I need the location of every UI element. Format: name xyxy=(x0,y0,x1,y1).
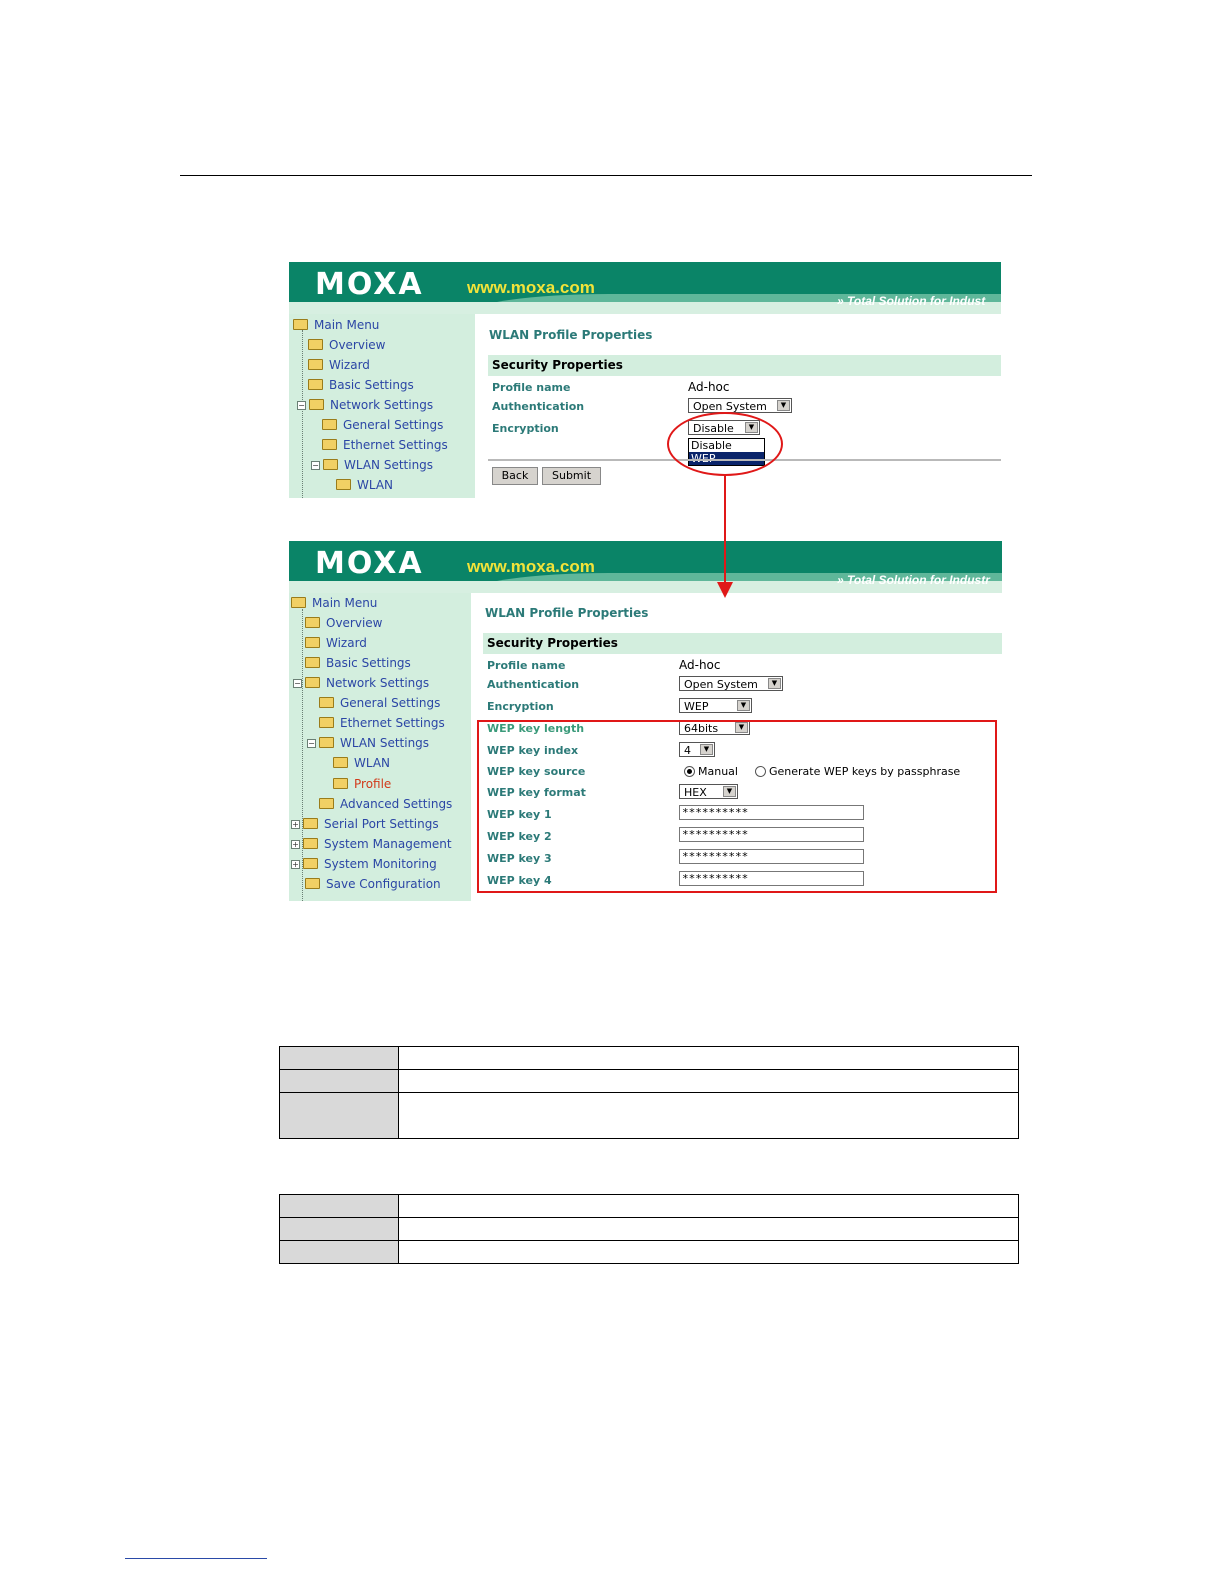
folder-icon xyxy=(333,778,348,789)
sidebar-item-wlan-settings[interactable]: − WLAN Settings xyxy=(308,736,430,750)
sidebar-item-wlan[interactable]: WLAN xyxy=(336,478,393,492)
moxa-url[interactable]: www.moxa.com xyxy=(467,557,595,576)
folder-icon xyxy=(308,379,323,390)
collapse-icon[interactable]: − xyxy=(294,679,301,688)
table-cell xyxy=(399,1241,1019,1264)
wep-key-4-input[interactable]: ********** xyxy=(679,871,864,886)
profile-name-label: Profile name xyxy=(487,659,566,672)
folder-icon xyxy=(303,858,318,869)
encryption-select[interactable]: WEP ▼ xyxy=(679,698,752,713)
wep-key-3-label: WEP key 3 xyxy=(487,852,552,865)
wep-key-index-label: WEP key index xyxy=(487,744,579,757)
sidebar-item-advanced-settings[interactable]: Advanced Settings xyxy=(319,797,452,811)
folder-icon xyxy=(322,419,337,430)
expand-icon[interactable]: + xyxy=(292,820,299,829)
sidebar-item-main-menu[interactable]: Main Menu xyxy=(291,596,377,610)
wep-key-source-label: WEP key source xyxy=(487,765,586,778)
folder-icon xyxy=(336,479,351,490)
expand-icon[interactable]: + xyxy=(292,860,299,869)
sidebar-item-overview[interactable]: Overview xyxy=(305,616,383,630)
table-cell xyxy=(399,1070,1019,1093)
folder-icon xyxy=(305,637,320,648)
authentication-select[interactable]: Open System ▼ xyxy=(688,398,792,413)
sidebar-menu xyxy=(289,593,471,901)
folder-icon xyxy=(309,399,324,410)
table-cell xyxy=(399,1093,1019,1139)
sidebar-item-save-configuration[interactable]: Save Configuration xyxy=(305,877,441,891)
sidebar-item-ethernet-settings[interactable]: Ethernet Settings xyxy=(319,716,445,730)
wep-key-format-label: WEP key format xyxy=(487,786,586,799)
moxa-banner xyxy=(289,541,1002,593)
collapse-icon[interactable]: − xyxy=(312,461,319,470)
folder-icon xyxy=(303,838,318,849)
wep-key-1-input[interactable]: ********** xyxy=(679,805,864,820)
wep-key-3-input[interactable]: ********** xyxy=(679,849,864,864)
folder-icon xyxy=(305,677,320,688)
sidebar-item-wizard[interactable]: Wizard xyxy=(308,358,370,372)
sidebar-item-general-settings[interactable]: General Settings xyxy=(319,696,440,710)
moxa-url[interactable]: www.moxa.com xyxy=(467,278,595,297)
table-cell xyxy=(280,1047,399,1070)
arrow-down-icon xyxy=(717,582,733,598)
sidebar-item-basic-settings[interactable]: Basic Settings xyxy=(308,378,414,392)
sidebar-item-network-settings[interactable]: − Network Settings xyxy=(298,398,434,412)
sidebar-item-main-menu[interactable]: Main Menu xyxy=(293,318,379,332)
folder-icon xyxy=(308,339,323,350)
sidebar-item-profile[interactable]: Profile xyxy=(333,777,391,791)
passphrase-radio[interactable]: Generate WEP keys by passphrase xyxy=(755,765,960,778)
chevron-down-icon[interactable]: ▼ xyxy=(737,700,750,711)
authentication-label: Authentication xyxy=(487,678,580,691)
folder-icon xyxy=(319,717,334,728)
page-title: WLAN Profile Properties xyxy=(489,328,653,342)
folder-icon xyxy=(319,697,334,708)
footer-link-underline xyxy=(125,1558,267,1559)
folder-icon xyxy=(293,319,308,330)
sidebar-item-wizard[interactable]: Wizard xyxy=(305,636,367,650)
collapse-icon[interactable]: − xyxy=(308,739,315,748)
chevron-down-icon[interactable]: ▼ xyxy=(777,400,790,411)
wep-key-index-select[interactable]: 4 ▼ xyxy=(679,742,715,757)
folder-icon xyxy=(291,597,306,608)
wep-key-2-label: WEP key 2 xyxy=(487,830,552,843)
section-header: Security Properties xyxy=(483,633,1002,654)
folder-icon xyxy=(305,617,320,628)
sidebar-item-basic-settings[interactable]: Basic Settings xyxy=(305,656,411,670)
chevron-down-icon[interactable]: ▼ xyxy=(735,722,748,733)
wep-key-length-label: WEP key length xyxy=(487,722,585,735)
page-title: WLAN Profile Properties xyxy=(485,606,649,620)
moxa-logo: MOXA xyxy=(315,267,424,302)
profile-name-value: Ad-hoc xyxy=(679,658,721,672)
authentication-label: Authentication xyxy=(492,400,585,413)
encryption-label: Encryption xyxy=(487,700,554,713)
parameter-table-2 xyxy=(279,1194,1019,1264)
sidebar-item-overview[interactable]: Overview xyxy=(308,338,386,352)
table-cell xyxy=(399,1218,1019,1241)
chevron-down-icon[interactable]: ▼ xyxy=(700,744,713,755)
encryption-select[interactable]: Disable ▼ xyxy=(688,420,760,435)
sidebar-item-general-settings[interactable]: General Settings xyxy=(322,418,443,432)
folder-icon xyxy=(303,818,318,829)
sidebar-menu xyxy=(289,314,475,498)
expand-icon[interactable]: + xyxy=(292,840,299,849)
section-header: Security Properties xyxy=(488,355,1001,376)
wep-key-2-input[interactable]: ********** xyxy=(679,827,864,842)
sidebar-item-system-management[interactable]: + System Management xyxy=(292,837,452,851)
encryption-label: Encryption xyxy=(492,422,559,435)
dropdown-option-disable[interactable]: Disable xyxy=(691,439,732,452)
table-cell xyxy=(399,1047,1019,1070)
parameter-table-1 xyxy=(279,1046,1019,1139)
header-rule xyxy=(180,175,1032,176)
sidebar-item-network-settings[interactable]: − Network Settings xyxy=(294,676,430,690)
table-cell xyxy=(280,1218,399,1241)
tagline: » Total Solution for Indust xyxy=(837,294,986,308)
tagline: » Total Solution for Industr xyxy=(837,573,990,587)
profile-name-value: Ad-hoc xyxy=(688,380,730,394)
screenshot-encryption-dropdown xyxy=(289,262,1001,498)
table-cell xyxy=(280,1195,399,1218)
submit-button[interactable]: Submit xyxy=(542,467,601,485)
sidebar-item-wlan-settings[interactable]: − WLAN Settings xyxy=(312,458,434,472)
moxa-banner xyxy=(289,262,1001,314)
wep-key-1-label: WEP key 1 xyxy=(487,808,552,821)
moxa-logo: MOXA xyxy=(315,546,424,581)
authentication-select[interactable]: Open System ▼ xyxy=(679,676,783,691)
sidebar-item-ethernet-settings[interactable]: Ethernet Settings xyxy=(322,438,448,452)
folder-icon xyxy=(305,657,320,668)
folder-icon xyxy=(322,439,337,450)
folder-icon xyxy=(308,359,323,370)
folder-icon xyxy=(305,878,320,889)
sidebar-item-serial-port-settings[interactable]: + Serial Port Settings xyxy=(292,817,439,831)
wep-key-4-label: WEP key 4 xyxy=(487,874,552,887)
wep-key-format-select[interactable]: HEX ▼ xyxy=(679,784,738,799)
folder-icon xyxy=(333,757,348,768)
table-cell xyxy=(280,1241,399,1264)
sidebar-item-system-monitoring[interactable]: + System Monitoring xyxy=(292,857,437,871)
wep-key-length-select[interactable]: 64bits ▼ xyxy=(679,720,750,735)
folder-icon xyxy=(323,459,338,470)
collapse-icon[interactable]: − xyxy=(298,401,305,410)
chevron-down-icon[interactable]: ▼ xyxy=(745,422,758,433)
sidebar-item-wlan[interactable]: WLAN xyxy=(333,756,390,770)
highlight-box xyxy=(477,720,997,893)
callout-arrow-line xyxy=(724,474,726,584)
table-cell xyxy=(399,1195,1019,1218)
back-button[interactable]: Back xyxy=(492,467,538,485)
folder-icon xyxy=(319,798,334,809)
chevron-down-icon[interactable]: ▼ xyxy=(723,786,736,797)
profile-name-label: Profile name xyxy=(492,381,571,394)
highlight-ellipse xyxy=(667,412,783,476)
table-cell xyxy=(280,1093,399,1139)
table-cell xyxy=(280,1070,399,1093)
chevron-down-icon[interactable]: ▼ xyxy=(768,678,781,689)
folder-icon xyxy=(319,737,334,748)
manual-radio[interactable]: Manual xyxy=(684,765,738,778)
